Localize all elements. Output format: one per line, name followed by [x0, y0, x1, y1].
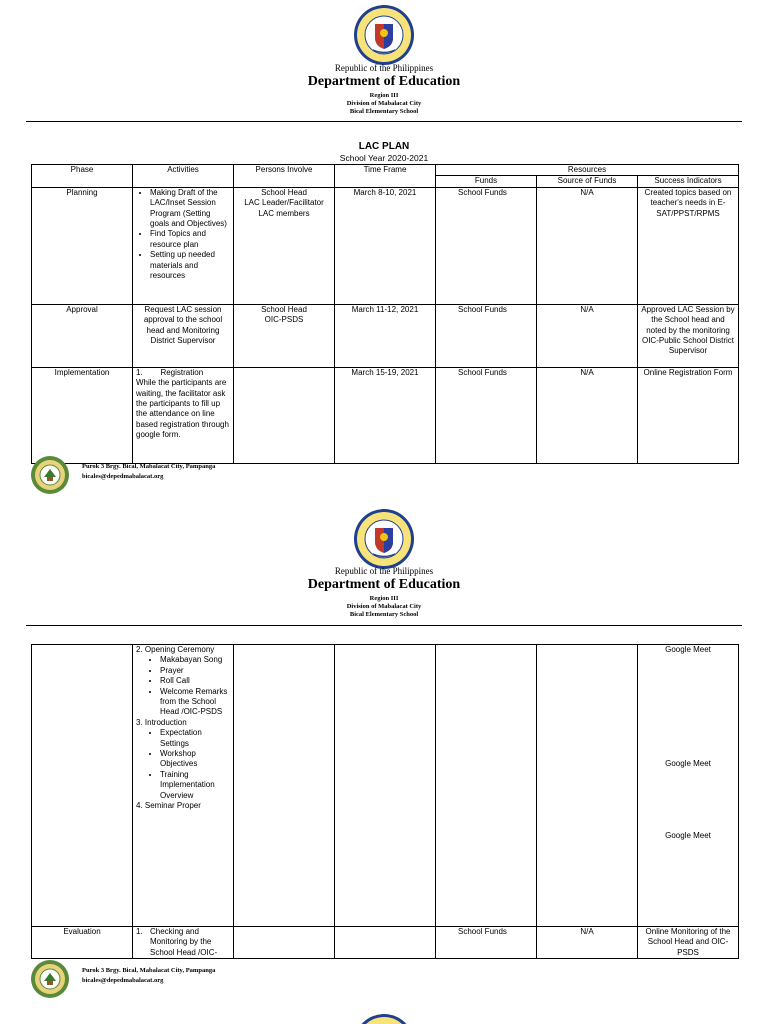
table-row: [32, 187, 739, 304]
activities-cell: [133, 645, 234, 927]
school-text: Bical Elementary School: [349, 611, 419, 618]
source-cell: N/A: [537, 367, 638, 463]
success-line: Google Meet: [665, 831, 711, 840]
list-item: • Training Implementation Overview: [160, 770, 230, 801]
phase-cell: Implementation: [32, 367, 133, 463]
division-text: Division of Mabalacat City: [346, 603, 422, 610]
phase-header: Phase: [32, 165, 133, 188]
page-1: [0, 0, 768, 495]
list-item: • Roll Call: [160, 676, 230, 686]
success-cell: Online Registration Form: [638, 367, 739, 463]
funds-cell: [436, 645, 537, 927]
source-header: Source of Funds: [537, 176, 638, 187]
activity-body: While the participants are waiting, the facilitator ask the participants to fill up the attendance on line based registration through google form.: [136, 378, 229, 440]
time-cell: [335, 927, 436, 959]
phase-cell: Evaluation: [32, 927, 133, 959]
region-text: Region III: [369, 595, 399, 602]
activities-cell: [133, 927, 234, 959]
page-footer: [30, 959, 350, 999]
time-cell: March 15-19, 2021: [335, 367, 436, 463]
footer-contact: [82, 966, 215, 986]
success-header: Success Indicators: [638, 176, 739, 187]
funds-cell: School Funds: [436, 187, 537, 304]
footer-contact: [82, 462, 215, 482]
source-cell: [537, 645, 638, 927]
department-title: Department of Education: [307, 577, 461, 592]
header-divider: [26, 625, 742, 626]
footer-email: bicales@depedmabalacat.org: [82, 977, 164, 984]
list-item: • Making Draft of the LAC/Inset Session Program (Setting goals and Objectives): [150, 188, 230, 230]
lac-plan-table-continued: [31, 644, 739, 959]
footer-email: bicales@depedmabalacat.org: [82, 473, 164, 480]
persons-cell: [234, 645, 335, 927]
activities-header: Activities: [133, 165, 234, 188]
persons-cell: [234, 304, 335, 367]
page-3: [0, 1010, 768, 1024]
phase-cell: Planning: [32, 187, 133, 304]
school-year: School Year 2020-2021: [339, 153, 429, 163]
funds-cell: School Funds: [436, 367, 537, 463]
success-cell: Approved LAC Session by the School head and noted by the monitoring OIC-Public School District Supervisor: [638, 304, 739, 367]
phase-cell: [32, 645, 133, 927]
seminar-title: 4. Seminar Proper: [136, 801, 201, 811]
page-footer: [30, 455, 350, 495]
list-item: • Welcome Remarks from the School Head /OIC-PSDS: [160, 687, 230, 718]
phase-cell: Approval: [32, 304, 133, 367]
school-text: Bical Elementary School: [349, 108, 419, 115]
republic-text: Republic of the Philippines: [334, 566, 434, 576]
persons-cell: [234, 927, 335, 959]
list-item: • Workshop Objectives: [160, 749, 230, 770]
school-seal-icon: [30, 959, 70, 999]
success-cell: Online Monitoring of the School Head and OIC-PSDS: [638, 927, 739, 959]
source-cell: N/A: [537, 187, 638, 304]
person-line: School Head: [261, 304, 307, 314]
activity-number: 1.: [136, 927, 143, 936]
division-text: Division of Mabalacat City: [346, 100, 422, 107]
header-divider: [26, 121, 742, 122]
department-title: Department of Education: [307, 74, 461, 89]
success-cell: Created topics based on teacher's needs in E-SAT/PPST/RPMS: [638, 187, 739, 304]
funds-cell: School Funds: [436, 927, 537, 959]
persons-header: Persons Involve: [234, 165, 335, 188]
activities-cell: [133, 187, 234, 304]
footer-address: Purok 3 Brgy. Bical, Mabalacat City, Pampanga: [82, 967, 216, 974]
list-item: • Expectation Settings: [160, 728, 230, 749]
funds-header: Funds: [436, 176, 537, 187]
opening-title: 2. Opening Ceremony: [136, 645, 215, 654]
list-item: • Setting up needed materials and resources: [150, 250, 230, 281]
resources-header: Resources: [436, 165, 739, 176]
activities-cell: [133, 367, 234, 463]
table-row: [32, 645, 739, 927]
activities-cell: Request LAC session approval to the school head and Monitoring District Supervisor: [133, 304, 234, 367]
success-line: Google Meet: [665, 759, 711, 768]
school-seal-icon: [30, 455, 70, 495]
deped-seal-icon: [353, 508, 415, 570]
list-item: • Makabayan Song: [160, 655, 230, 665]
list-item: • Find Topics and resource plan: [150, 229, 230, 250]
footer-address: Purok 3 Brgy. Bical, Mabalacat City, Pampanga: [82, 463, 216, 470]
source-cell: N/A: [537, 304, 638, 367]
table-row: [32, 367, 739, 463]
source-cell: N/A: [537, 927, 638, 959]
time-cell: March 11-12, 2021: [335, 304, 436, 367]
time-cell: [335, 645, 436, 927]
person-line: School Head: [261, 187, 307, 197]
table-row: [32, 304, 739, 367]
list-item: • Prayer: [160, 666, 230, 676]
region-text: Region III: [369, 92, 399, 99]
deped-seal-icon: [353, 4, 415, 66]
funds-cell: School Funds: [436, 304, 537, 367]
person-line: LAC Leader/Facilitator: [244, 198, 324, 208]
lac-plan-table: [31, 164, 739, 464]
time-frame-header: Time Frame: [335, 165, 436, 188]
deped-seal-icon: [353, 1013, 415, 1024]
success-line: Google Meet: [665, 645, 711, 654]
republic-text: Republic of the Philippines: [334, 63, 434, 73]
persons-cell: [234, 367, 335, 463]
plan-title: LAC PLAN: [358, 141, 410, 152]
success-cell: [638, 645, 739, 927]
intro-title: 3. Introduction: [136, 717, 187, 727]
table-header-row: [32, 165, 739, 176]
activity-item: [136, 927, 230, 958]
person-line: LAC members: [258, 208, 310, 218]
activity-title: 1. Registration: [136, 367, 204, 377]
persons-cell: [234, 187, 335, 304]
page-2: [0, 505, 768, 1010]
table-row: [32, 927, 739, 959]
person-line: OIC-PSDS: [264, 315, 304, 325]
activity-text: Checking and Monitoring by the School Head /OIC-: [150, 927, 218, 957]
time-cell: March 8-10, 2021: [335, 187, 436, 304]
